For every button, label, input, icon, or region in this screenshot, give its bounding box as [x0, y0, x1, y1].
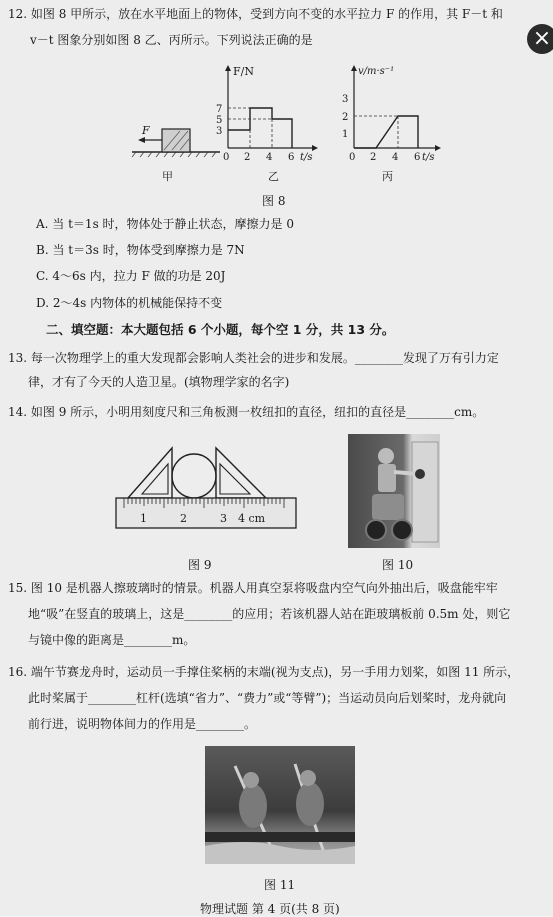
ruler-tick-1: 1 — [140, 512, 147, 525]
bing-ytick-1: 1 — [342, 129, 349, 140]
bing-xtick-6: 6 — [414, 152, 421, 163]
bing-xtick-4: 4 — [392, 152, 399, 163]
yi-xtick-4: 4 — [266, 152, 273, 163]
yi-xtick-6: 6 — [288, 152, 295, 163]
fig8-jia-block — [132, 124, 223, 157]
q13-line1: 13. 每一次物理学上的重大发现都会影响人类社会的进步和发展。________发现了万有引力定 — [8, 351, 499, 365]
q12-option-a: A. 当 t＝1s 时，物体处于静止状态，摩擦力是 0 — [36, 217, 294, 231]
figure-10-photo — [348, 434, 440, 548]
q16-line2: 此时桨属于________杠杆(选填“省力”、“费力”或“等臂”)；当运动员向后划桨时，龙舟就向 — [28, 691, 507, 705]
robot-icon — [348, 434, 440, 548]
yi-xtick-0: 0 — [223, 152, 230, 163]
ruler-tick-2: 2 — [180, 512, 187, 525]
bing-ytick-2: 2 — [342, 112, 349, 123]
yi-xlabel: t/s — [300, 152, 313, 163]
yi-ytick-7: 7 — [216, 104, 223, 115]
figure-8 — [120, 56, 450, 186]
q12-option-b: B. 当 t＝3s 时，物体受到摩擦力是 7N — [36, 243, 245, 257]
yi-xtick-2: 2 — [244, 152, 251, 163]
bing-xtick-0: 0 — [349, 152, 356, 163]
bing-ylabel: v/m·s⁻¹ — [358, 66, 395, 77]
fig11-caption: 图 11 — [264, 878, 296, 892]
fig9-caption: 图 9 — [188, 558, 212, 572]
figure-9-ruler — [110, 438, 310, 548]
bing-xtick-2: 2 — [370, 152, 377, 163]
q15-line2: 地“吸”在竖直的玻璃上，这是________的应用；若该机器人站在距玻璃板前 0.5m 处，则它 — [28, 607, 511, 621]
q15-line1: 15. 图 10 是机器人擦玻璃时的情景。机器人用真空泵将吸盘内空气向外抽出后，吸盘能牢牢 — [8, 581, 498, 595]
fig8-bing-graph — [342, 65, 441, 183]
yi-ytick-3: 3 — [216, 126, 223, 137]
q12-option-d: D. 2～4s 内物体的机械能保持不变 — [36, 296, 223, 310]
q12-line1: 12. 如图 8 甲所示，放在水平地面上的物体，受到方向不变的水平拉力 F 的作用，其 F－t 和 — [8, 7, 503, 21]
ruler-tick-4: 4 cm — [238, 512, 266, 525]
fig8-caption: 图 8 — [262, 194, 286, 208]
q16-line1: 16. 端午节赛龙舟时，运动员一手撑住桨柄的末端(视为支点)，另一手用力划桨，如图 11 所示， — [8, 665, 520, 679]
bing-ytick-3: 3 — [342, 94, 349, 105]
fig8-yi-graph — [216, 65, 318, 183]
yi-ytick-5: 5 — [216, 115, 223, 126]
fig10-caption: 图 10 — [382, 558, 414, 572]
ruler-tick-3: 3 — [220, 512, 227, 525]
force-label: F — [142, 124, 150, 137]
dragon-boat-icon — [205, 746, 355, 864]
bing-xlabel: t/s — [422, 152, 435, 163]
page-footer: 物理试题 第 4 页(共 8 页) — [200, 902, 340, 916]
q13-line2: 律，才有了今天的人造卫星。(填物理学家的名字) — [28, 375, 290, 389]
q12-option-c: C. 4～6s 内，拉力 F 做的功是 20J — [36, 269, 226, 283]
figure-11-photo — [205, 746, 355, 864]
q15-line3: 与镜中像的距离是________m。 — [28, 633, 196, 647]
section-2-heading: 二、填空题：本大题包括 6 个小题，每个空 1 分，共 13 分。 — [46, 322, 395, 337]
fig8-label-jia: 甲 — [162, 170, 173, 183]
q16-line3: 前行进，说明物体间力的作用是________。 — [28, 717, 257, 731]
close-button[interactable] — [527, 24, 553, 54]
yi-ylabel: F/N — [233, 65, 254, 78]
fig8-label-yi: 乙 — [268, 170, 279, 183]
fig8-label-bing: 丙 — [382, 170, 393, 183]
q12-line2: v－t 图象分别如图 8 乙、丙所示。下列说法正确的是 — [30, 33, 313, 47]
q14-line1: 14. 如图 9 所示，小明用刻度尺和三角板测一枚纽扣的直径，纽扣的直径是________cm。 — [8, 405, 485, 419]
close-icon[interactable]: × — [532, 26, 552, 51]
